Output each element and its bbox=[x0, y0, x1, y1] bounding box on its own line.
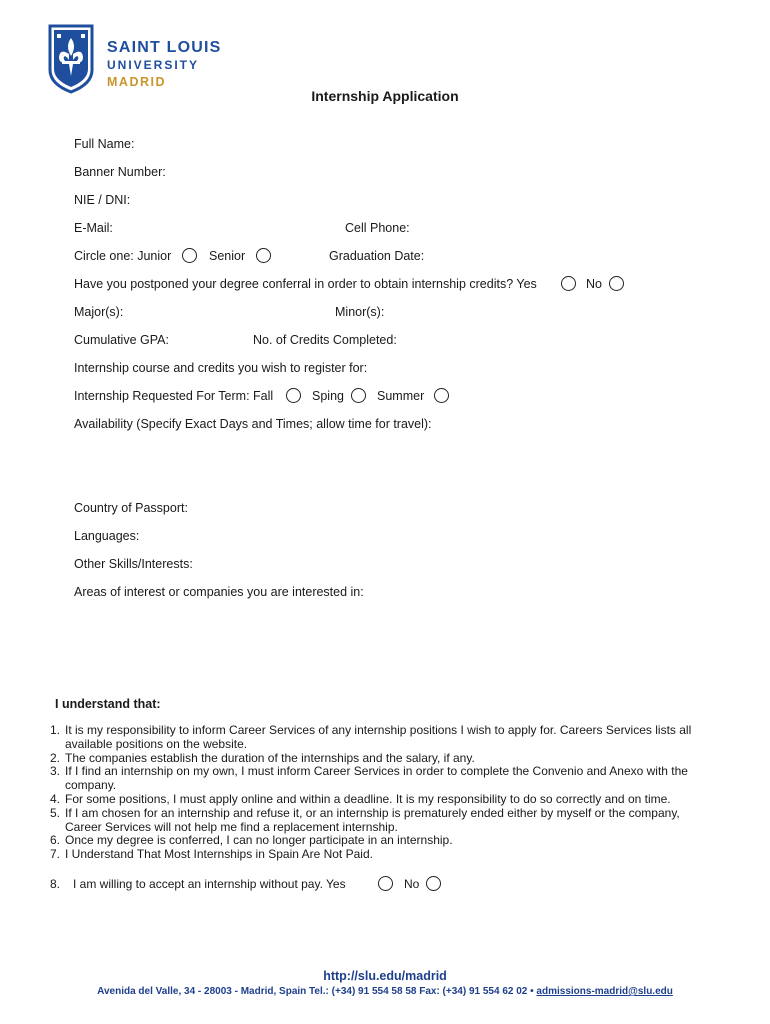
list-item-text: The companies establish the duration of the internships and the salary, if any. bbox=[65, 750, 475, 765]
without-pay-no-label: No bbox=[404, 877, 420, 891]
list-item-text: Once my degree is conferred, I can no longer participate in an internship. bbox=[65, 833, 453, 848]
list-item bbox=[50, 834, 710, 848]
passport-label: Country of Passport: bbox=[74, 501, 188, 515]
term-summer-label: Summer bbox=[377, 389, 425, 403]
list-item-number: 6. bbox=[50, 833, 61, 848]
class-junior-label: Circle one: Junior bbox=[74, 249, 172, 263]
postponed-no-label: No bbox=[586, 277, 602, 291]
term-fall-radio[interactable] bbox=[286, 388, 301, 403]
email-label: E-Mail: bbox=[74, 221, 113, 235]
graduation-date-label: Graduation Date: bbox=[329, 249, 425, 263]
list-item-number: 5. bbox=[50, 805, 61, 820]
senior-label: Senior bbox=[209, 249, 246, 263]
list-item bbox=[50, 724, 710, 752]
slu-shield-logo bbox=[48, 24, 94, 94]
term-fall-label: Internship Requested For Term: Fall bbox=[74, 389, 274, 403]
understand-list bbox=[50, 724, 710, 862]
junior-radio[interactable] bbox=[182, 248, 197, 263]
course-credits-label: Internship course and credits you wish to register for: bbox=[74, 361, 368, 375]
list-item-text: For some positions, I must apply online and within a deadline. It is my responsibility to do so correctly and on time. bbox=[65, 791, 671, 806]
term-summer-radio[interactable] bbox=[434, 388, 449, 403]
postponed-no-radio[interactable] bbox=[609, 276, 624, 291]
banner-number-label: Banner Number: bbox=[74, 165, 166, 179]
cell-phone-label: Cell Phone: bbox=[345, 221, 410, 235]
list-item-number: 7. bbox=[50, 847, 61, 862]
minors-label: Minor(s): bbox=[335, 305, 385, 319]
postponed-question-label: Have you postponed your degree conferral in order to obtain internship credits? Yes bbox=[74, 277, 537, 291]
list-item bbox=[50, 752, 710, 766]
senior-radio[interactable] bbox=[256, 248, 271, 263]
list-item-number: 3. bbox=[50, 764, 61, 779]
footer-url[interactable]: http://slu.edu/madrid bbox=[323, 969, 447, 983]
logo-line-saint-louis: SAINT LOUIS bbox=[107, 39, 222, 56]
list-item bbox=[50, 793, 710, 807]
majors-label: Major(s): bbox=[74, 305, 124, 319]
list-item-number: 1. bbox=[50, 723, 61, 737]
footer-email-link[interactable]: admissions-madrid@slu.edu bbox=[536, 986, 673, 997]
credits-completed-label: No. of Credits Completed: bbox=[253, 333, 397, 347]
list-item bbox=[50, 765, 710, 793]
logo-line-madrid: MADRID bbox=[107, 75, 166, 89]
list-item-number: 2. bbox=[50, 750, 61, 765]
languages-label: Languages: bbox=[74, 529, 140, 543]
list-item bbox=[50, 848, 710, 862]
list-item-number: 4. bbox=[50, 791, 61, 806]
nie-dni-label: NIE / DNI: bbox=[74, 193, 131, 207]
page-title: Internship Application bbox=[311, 88, 459, 104]
skills-label: Other Skills/Interests: bbox=[74, 557, 193, 571]
term-spring-radio[interactable] bbox=[351, 388, 366, 403]
term-spring-label: Sping bbox=[312, 389, 344, 403]
list-item-text: If I find an internship on my own, I must inform Career Services in order to complete the Convenio and Anexo with the company. bbox=[65, 764, 688, 793]
list-item-text: If I am chosen for an internship and refuse it, or an internship is prematurely ended either by myself or the company, Career Services will not help me find a replacement internship. bbox=[65, 805, 680, 834]
list-item-text: It is my responsibility to inform Career Services of any internship positions I wish to apply for. Careers Services lists all available positions on the website. bbox=[65, 723, 692, 751]
without-pay-no-radio[interactable] bbox=[426, 876, 441, 891]
item8-text: I am willing to accept an internship without pay. Yes bbox=[73, 877, 346, 891]
availability-label: Availability (Specify Exact Days and Times; allow time for travel): bbox=[74, 417, 432, 431]
list-item-text: I Understand That Most Internships in Spain Are Not Paid. bbox=[65, 847, 373, 862]
list-item bbox=[50, 807, 710, 835]
footer-address bbox=[0, 986, 770, 997]
understand-heading: I understand that: bbox=[55, 697, 161, 711]
gpa-label: Cumulative GPA: bbox=[74, 333, 169, 347]
postponed-yes-radio[interactable] bbox=[561, 276, 576, 291]
footer-address-text: Avenida del Valle, 34 - 28003 - Madrid, Spain Tel.: (+34) 91 554 58 58 Fax: (+34) 91 554 62 02 • bbox=[97, 986, 537, 997]
full-name-label: Full Name: bbox=[74, 137, 135, 151]
item8-number: 8. bbox=[50, 877, 61, 891]
areas-of-interest-label: Areas of interest or companies you are interested in: bbox=[74, 585, 364, 599]
logo-line-university: UNIVERSITY bbox=[107, 58, 200, 72]
without-pay-yes-radio[interactable] bbox=[378, 876, 393, 891]
